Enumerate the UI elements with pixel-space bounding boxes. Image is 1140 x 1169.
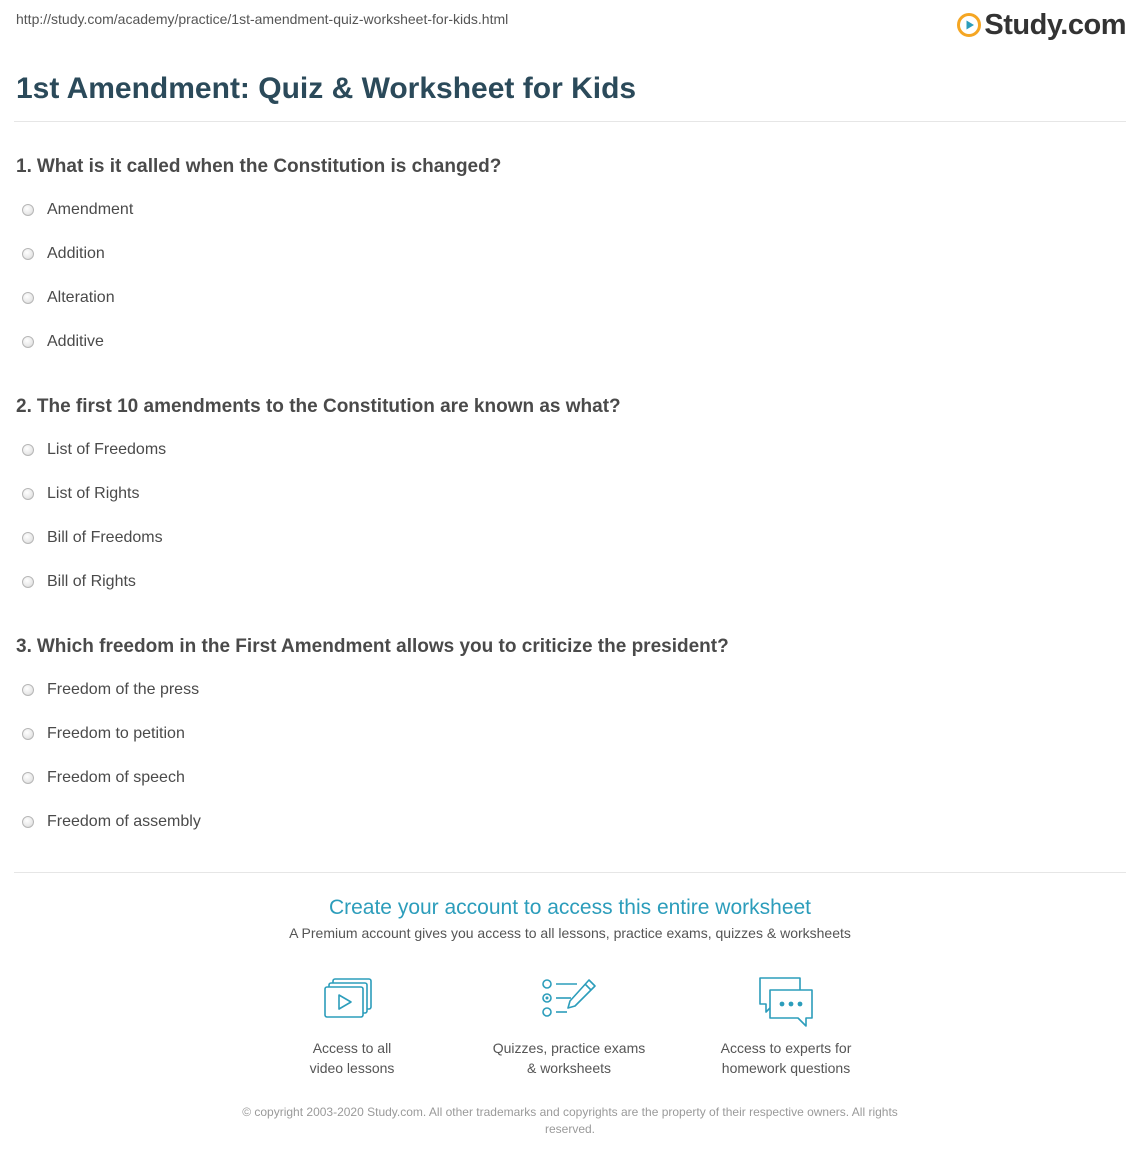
option-label: Alteration	[47, 289, 115, 306]
radio-button[interactable]	[22, 532, 34, 544]
option-label: Addition	[47, 245, 105, 262]
option-label: Freedom of assembly	[47, 813, 201, 830]
answer-option[interactable]	[22, 812, 201, 832]
question-text: The first 10 amendments to the Constitution are known as what?	[36, 396, 621, 417]
radio-button[interactable]	[22, 816, 34, 828]
question-1	[16, 156, 501, 178]
feature-video-lessons	[252, 974, 452, 1078]
page-url: http://study.com/academy/practice/1st-amendment-quiz-worksheet-for-kids.html	[16, 11, 509, 27]
option-label: Freedom of speech	[47, 769, 185, 786]
feature-label: Quizzes, practice exams & worksheets	[492, 1040, 646, 1076]
option-label: Bill of Rights	[47, 573, 136, 590]
option-label: Additive	[47, 333, 104, 350]
answer-option[interactable]	[22, 484, 139, 504]
answer-option[interactable]	[22, 332, 104, 352]
question-number: 1.	[16, 156, 32, 177]
cta-subtitle: A Premium account gives you access to all lessons, practice exams, quizzes & worksheets	[289, 925, 851, 941]
option-label: List of Rights	[47, 485, 140, 502]
option-label: Amendment	[47, 201, 134, 218]
video-lessons-icon	[320, 974, 384, 1030]
study-logo[interactable]	[957, 8, 1126, 42]
page-title: 1st Amendment: Quiz & Worksheet for Kids	[16, 72, 637, 105]
radio-button[interactable]	[22, 684, 34, 696]
feature-label: Access to experts for homework questions	[720, 1040, 852, 1076]
answer-option[interactable]	[22, 244, 105, 264]
radio-button[interactable]	[22, 292, 34, 304]
question-number: 2.	[16, 396, 32, 417]
answer-option[interactable]	[22, 680, 199, 700]
answer-option[interactable]	[22, 724, 185, 744]
radio-button[interactable]	[22, 488, 34, 500]
question-text: Which freedom in the First Amendment allows you to criticize the president?	[36, 636, 729, 657]
radio-button[interactable]	[22, 248, 34, 260]
question-3	[16, 636, 729, 658]
answer-option[interactable]	[22, 528, 163, 548]
question-2	[16, 396, 621, 418]
radio-button[interactable]	[22, 772, 34, 784]
create-account-link[interactable]: Create your account to access this entire worksheet	[328, 896, 812, 919]
radio-button[interactable]	[22, 444, 34, 456]
option-label: Freedom to petition	[47, 725, 185, 742]
radio-button[interactable]	[22, 336, 34, 348]
quiz-checklist-icon	[537, 974, 601, 1030]
feature-experts	[686, 974, 886, 1078]
feature-label: Access to all video lessons	[309, 1040, 395, 1076]
feature-quizzes	[469, 974, 669, 1078]
question-number: 3.	[16, 636, 32, 657]
option-label: List of Freedoms	[47, 441, 167, 458]
divider	[14, 872, 1126, 873]
option-label: Bill of Freedoms	[47, 529, 163, 546]
answer-option[interactable]	[22, 768, 185, 788]
answer-option[interactable]	[22, 572, 136, 592]
chat-experts-icon	[754, 974, 818, 1030]
answer-option[interactable]	[22, 440, 166, 460]
answer-option[interactable]	[22, 200, 133, 220]
radio-button[interactable]	[22, 728, 34, 740]
play-logo-icon	[957, 13, 981, 37]
copyright-footer: © copyright 2003-2020 Study.com. All other trademarks and copyrights are the property of their respective owners. All rights reserved.	[242, 1105, 898, 1136]
logo-text: Study.com	[984, 8, 1126, 41]
radio-button[interactable]	[22, 204, 34, 216]
radio-button[interactable]	[22, 576, 34, 588]
top-bar	[16, 0, 1126, 44]
answer-option[interactable]	[22, 288, 115, 308]
option-label: Freedom of the press	[47, 681, 200, 698]
question-text: What is it called when the Constitution is changed?	[36, 156, 502, 177]
divider	[14, 121, 1126, 122]
